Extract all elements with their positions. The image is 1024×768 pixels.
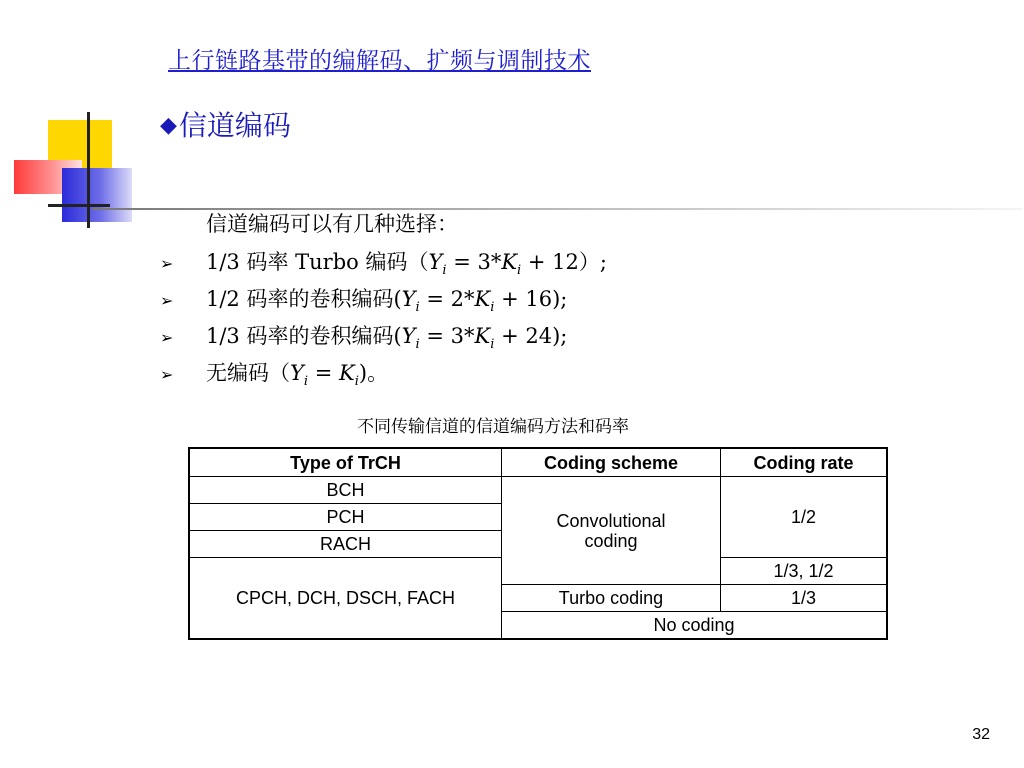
diamond-bullet-icon: ◆ — [160, 113, 177, 138]
trch-cell: PCH — [190, 504, 502, 531]
rate-cell: 1/2 — [721, 477, 887, 558]
formula-sub: i — [354, 374, 359, 390]
formula-var: K — [501, 250, 518, 274]
intro-text: 信道编码可以有几种选择： — [206, 212, 458, 236]
trch-cell: CPCH, DCH, DSCH, FACH — [190, 558, 502, 639]
table-caption: 不同传输信道的信道编码方法和码率 — [357, 417, 629, 437]
formula-var: Y — [401, 287, 416, 311]
list-item — [160, 355, 607, 392]
arrow-bullet-icon: ➢ — [160, 365, 174, 384]
list-item — [160, 281, 607, 318]
section-heading-text: 信道编码 — [178, 109, 291, 142]
scheme-cell: Convolutional coding — [502, 477, 721, 585]
coding-table — [189, 448, 887, 639]
formula-tail: )。 — [358, 361, 389, 385]
slide-title-link[interactable]: 上行链路基带的编解码、扩频与调制技术 — [168, 48, 591, 74]
formula-var: Y — [290, 361, 304, 385]
logo-horizontal-line — [48, 204, 110, 207]
formula-sub: i — [442, 263, 447, 279]
formula-op: = — [308, 361, 339, 385]
list-item — [160, 244, 607, 281]
formula-var: K — [474, 324, 491, 348]
arrow-bullet-icon: ➢ — [160, 291, 174, 310]
rate-cell: 1/3 — [721, 585, 887, 612]
logo-vertical-line — [87, 112, 90, 228]
item-text: 1/3 码率 Turbo 编码（ — [206, 250, 429, 274]
formula-sub: i — [490, 300, 495, 316]
formula-var: K — [339, 361, 355, 385]
coding-options-list — [160, 244, 607, 392]
column-header: Type of TrCH — [190, 449, 502, 477]
formula-sub: i — [517, 263, 522, 279]
formula-var: Y — [428, 250, 443, 274]
formula-var: Y — [401, 324, 416, 348]
formula-sub: i — [415, 337, 420, 353]
item-text: 无编码（ — [206, 361, 290, 385]
item-text: 1/3 码率的卷积编码( — [206, 324, 402, 348]
list-item — [160, 318, 607, 355]
item-text: 1/2 码率的卷积编码( — [206, 287, 402, 311]
arrow-bullet-icon: ➢ — [160, 254, 174, 273]
formula-op: = 3* — [419, 324, 475, 348]
column-header: Coding rate — [721, 449, 887, 477]
formula-var: K — [474, 287, 491, 311]
formula-sub: i — [303, 374, 309, 390]
formula-tail: + 24); — [494, 324, 568, 348]
formula-tail: + 16); — [494, 287, 568, 311]
formula-sub: i — [415, 300, 420, 316]
rate-cell: 1/3, 1/2 — [721, 558, 887, 585]
table-row — [190, 477, 887, 504]
formula-op: = 3* — [446, 250, 502, 274]
trch-cell: BCH — [190, 477, 502, 504]
table-header-row — [190, 449, 887, 477]
column-header: Coding scheme — [502, 449, 721, 477]
scheme-cell: Turbo coding — [502, 585, 721, 612]
page-number: 32 — [972, 726, 990, 743]
section-heading — [160, 104, 291, 144]
logo-blue-square — [62, 168, 132, 222]
scheme-cell: No coding — [502, 612, 887, 639]
arrow-bullet-icon: ➢ — [160, 328, 174, 347]
formula-sub: i — [490, 337, 495, 353]
formula-tail: + 12）; — [521, 250, 607, 274]
trch-cell: RACH — [190, 531, 502, 558]
formula-op: = 2* — [419, 287, 475, 311]
